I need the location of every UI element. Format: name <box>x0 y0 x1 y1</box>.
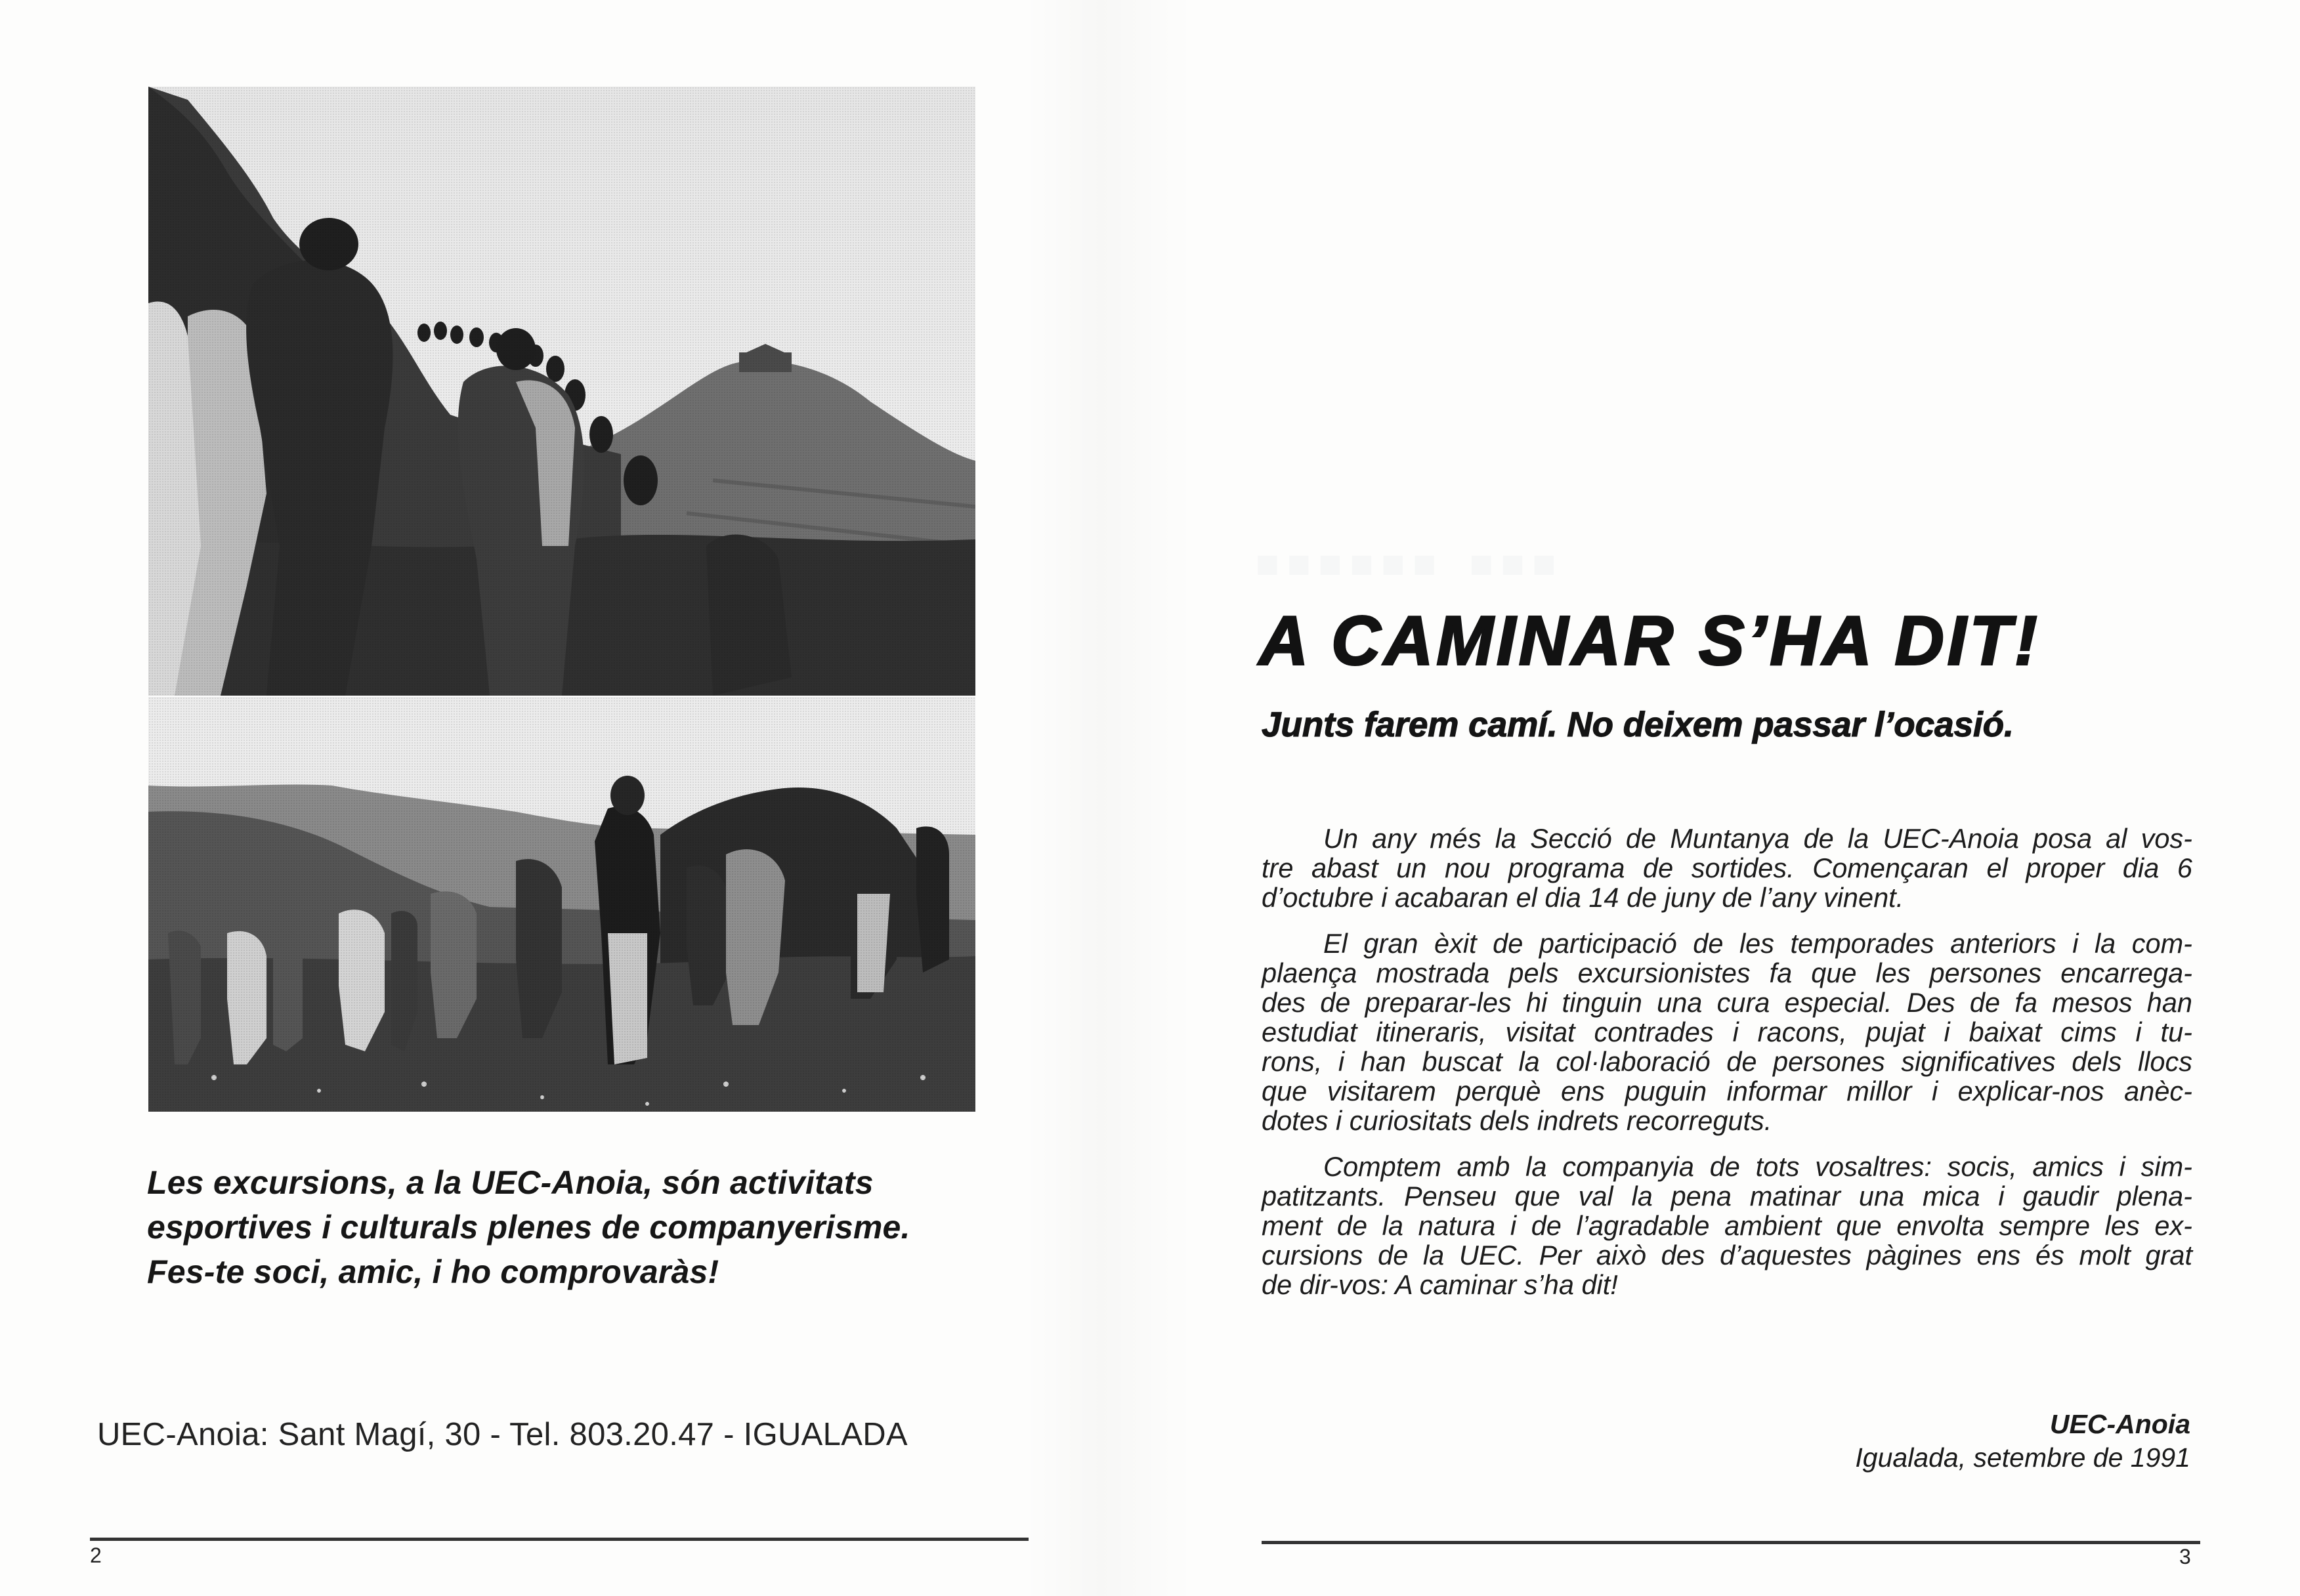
paragraph <box>1262 929 2192 1135</box>
photo-caption <box>147 1160 1000 1294</box>
photo-hikers-climbing-hill <box>148 87 975 696</box>
page-title: A CAMINAR S’HA DIT! <box>1259 602 2041 681</box>
footer-rule <box>1262 1541 2200 1544</box>
signature-block <box>1855 1407 2190 1474</box>
page-number: 3 <box>2179 1545 2191 1568</box>
text-line: estudiat itineraris, visitat contrades i racons, pujat i baixat cims i tu- <box>1262 1017 2192 1047</box>
text-line: cursions de la UEC. Per això des d’aquestes pàgines ens és molt grat <box>1262 1240 2192 1270</box>
paragraph <box>1262 1152 2192 1299</box>
text-line: d’octubre i acabaran el dia 14 de juny de l’any vinent. <box>1262 882 1904 913</box>
caption-line: Les excursions, a la UEC-Anoia, són activitats <box>147 1164 874 1201</box>
text-line: Un any més la Secció de Muntanya de la UEC-Anoia posa al vos- <box>1323 823 2192 854</box>
text-line: Comptem amb la companyia de tots vosaltres: socis, amics i sim- <box>1323 1151 2192 1182</box>
text-line: plaença mostrada pels excursionistes fa que les persones encarrega- <box>1262 957 2192 988</box>
signature-organization: UEC-Anoia <box>2049 1409 2190 1439</box>
text-line: que visitarem perquè ens puguin informar millor i explicar-nos anèc- <box>1262 1076 2192 1106</box>
contact-address: UEC-Anoia: Sant Magí, 30 - Tel. 803.20.47 - IGUALADA <box>97 1417 908 1452</box>
footer-rule <box>90 1538 1029 1541</box>
page-subtitle: Junts farem camí. No deixem passar l’ocasió. <box>1262 705 2014 744</box>
paragraph <box>1262 824 2192 912</box>
text-line: dotes i curiositats dels indrets recorreguts. <box>1262 1105 1772 1136</box>
photo-hikers-group-slope <box>148 697 975 1112</box>
text-line: tre abast un nou programa de sortides. Començaran el proper dia 6 <box>1262 852 2192 883</box>
caption-line: esportives i culturals plenes de companyerisme. <box>147 1209 910 1246</box>
text-line: rons, i han buscat la col·laboració de persones significatives dels llocs <box>1262 1046 2192 1077</box>
article-body <box>1262 824 2192 1316</box>
text-line: des de preparar-les hi tinguin una cura especial. Des de fa mesos han <box>1262 987 2192 1018</box>
text-line: ment de la natura i de l’agradable ambient que envolta sempre les ex- <box>1262 1210 2192 1241</box>
text-line: de dir-vos: A caminar s’ha dit! <box>1262 1269 1618 1300</box>
caption-line: Fes-te soci, amic, i ho comprovaràs! <box>147 1253 719 1290</box>
page-number: 2 <box>90 1544 102 1567</box>
text-line: patitzants. Penseu que val la pena matinar una mica i gaudir plena- <box>1262 1181 2192 1211</box>
signature-place-date: Igualada, setembre de 1991 <box>1855 1442 2190 1473</box>
photo-hikers-climbing-hill-image <box>148 87 975 696</box>
show-through-text: ▪▪▪▪▪▪ ▪▪▪ <box>1254 520 1562 606</box>
photo-hikers-group-slope-image <box>148 697 975 1112</box>
text-line: El gran èxit de participació de les temporades anteriors i la com- <box>1323 928 2192 959</box>
